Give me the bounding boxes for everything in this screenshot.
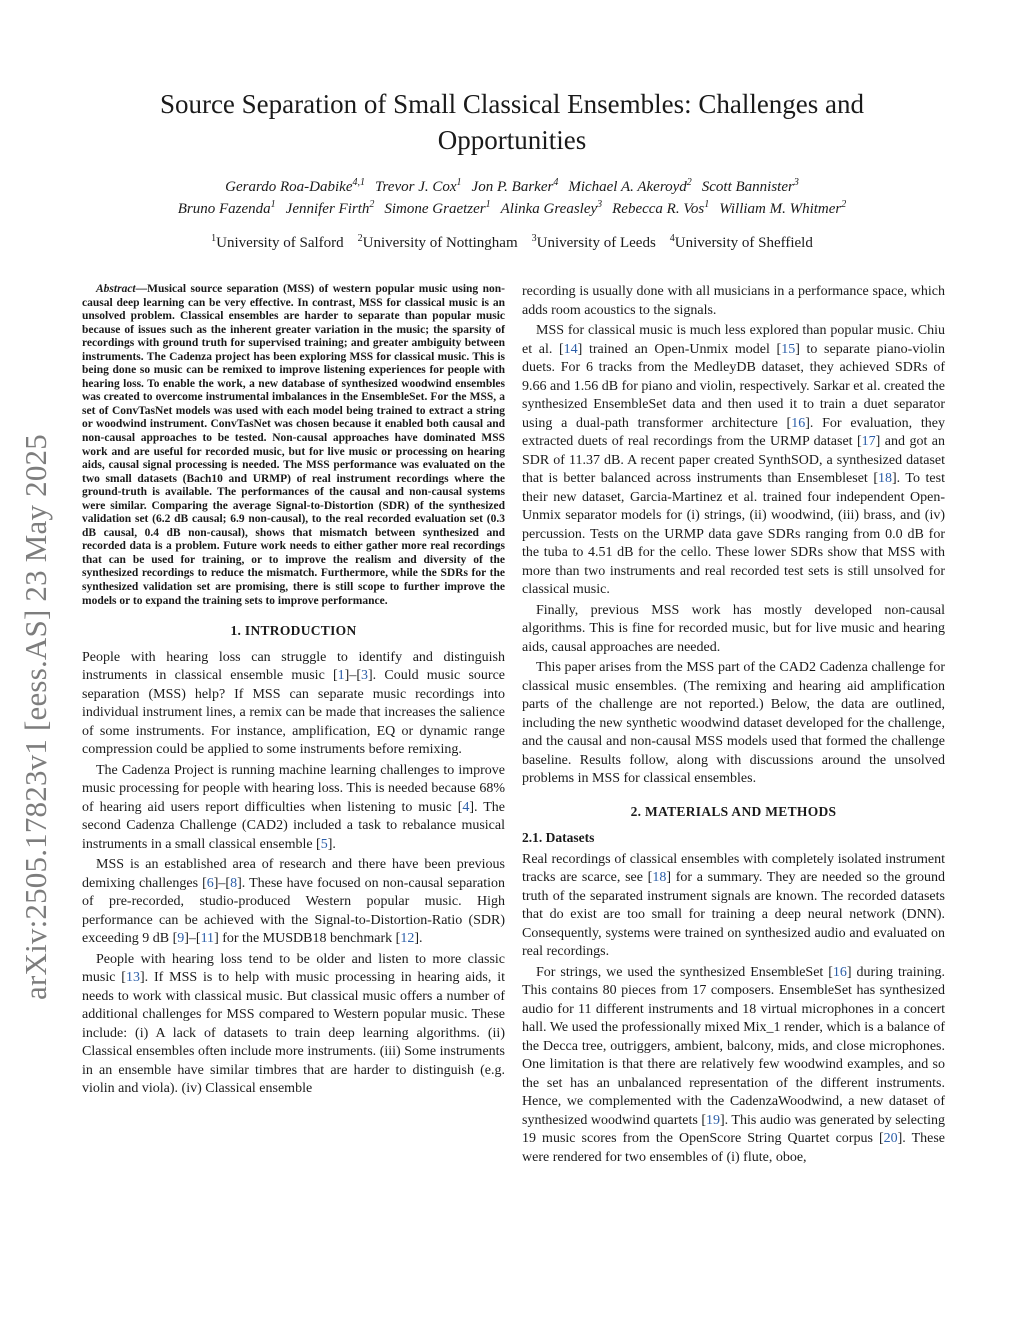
affiliation <box>211 235 343 251</box>
author-name <box>225 179 365 195</box>
datasets-paragraph-1: Real recordings of classical ensembles with completely isolated instrument tracks are scarce, see [18] for a summary. They are needed so the ground truth of the separated instrument signals are known. The recorded datasets that do exist are too small for training a deep neural network (DNN). Consequently, systems were trained on synthesized audio and evaluated on real recordings. <box>522 851 945 959</box>
citation-link[interactable]: 8 <box>230 875 238 891</box>
author-name <box>286 201 375 217</box>
citation-link[interactable]: 19 <box>706 1112 720 1128</box>
author-name-text: Gerardo Roa-Dabike <box>225 179 353 195</box>
affiliation-marker: 2 <box>357 233 363 244</box>
author-name-text: Rebecca R. Vos <box>612 201 705 217</box>
author-name <box>384 201 490 217</box>
citation-link[interactable]: 11 <box>200 931 215 947</box>
author-affiliation-marker: 1 <box>485 199 491 210</box>
author-affiliation-marker: 2 <box>686 177 692 188</box>
citation-link[interactable]: 16 <box>791 415 806 431</box>
intro-paragraph-7: Finally, previous MSS work has mostly developed non-causal algorithms. This is fine for recorded music, but for live music and hearing aids, causal approaches are needed. <box>522 602 945 655</box>
arxiv-identifier: arXiv:2505.17823v1 [eess.AS] 23 May 2025 <box>18 434 53 1000</box>
citation-link[interactable]: 3 <box>361 668 368 684</box>
subsection-heading-datasets: 2.1. Datasets <box>522 830 595 845</box>
affiliation <box>358 235 518 251</box>
abstract <box>82 283 505 608</box>
datasets-paragraph-2: For strings, we used the synthesized EnsembleSet [16] during training. This contains 80 pieces from 17 composers. EnsembleSet has synthesized audio for 11 different instruments and 18 virtual microphones in a concert hall. We used the professionally mixed Mix_1 render, which is a balance of the Decca tree, outriggers, ambient, balcony, mids, and close microphones. One limitation is that there are relatively few woodwind examples, and so the set has an unbalanced representation of the different instruments. Hence, we complemented with the CadenzaWoodwind, a new dataset of synthesized woodwind quartets [19]. This audio was generated by selecting 19 music scores from the OpenScore String Quartet corpus [20]. These were rendered for two ensembles of (i) flute, oboe, <box>522 964 946 1165</box>
abstract-lead: Abstract <box>96 283 136 295</box>
author-name-text: Jennifer Firth <box>285 201 370 217</box>
author-affiliation-marker: 4,1 <box>352 177 365 188</box>
author-name <box>178 201 276 217</box>
citation-link[interactable]: 13 <box>125 970 140 986</box>
section-heading-materials-methods: 2. MATERIALS AND METHODS <box>630 803 837 819</box>
citation-link[interactable]: 16 <box>832 964 847 980</box>
citation-link[interactable]: 1 <box>337 668 345 684</box>
author-list <box>60 176 964 220</box>
affiliation-name: University of Sheffield <box>674 235 813 251</box>
author-affiliation-marker: 4 <box>553 177 559 188</box>
intro-paragraph-2: The Cadenza Project is running machine learning challenges to improve music processing for people with hearing loss. This is needed because 68% of hearing aid users report difficulties when listening to music [4]. The second Cadenza Challenge (CAD2) included a task to rebalance musical instruments in a small classical ensemble [5]. <box>82 762 505 852</box>
author-affiliation-marker: 1 <box>456 177 462 188</box>
citation-link[interactable]: 4 <box>462 799 470 815</box>
author-affiliation-marker: 2 <box>841 199 847 210</box>
intro-paragraph-8: This paper arises from the MSS part of the CAD2 Cadenza challenge for classical music ensembles. (The remixing and hearing aid amplification parts of the challenge are not reported.) Below, the data are outlined, including the new synthetic woodwind dataset developed for the challenge, and the causal and non-causal MSS models used that formed the challenge baseline. Results follow, along with discussions around the unsolved problems in MSS for classical ensembles. <box>522 660 945 786</box>
affiliation-marker: 3 <box>531 233 537 244</box>
affiliation-name: University of Nottingham <box>362 235 518 251</box>
author-name-text: William M. Whitmer <box>719 201 842 217</box>
author-name <box>501 201 603 217</box>
affiliation-marker: 4 <box>669 233 675 244</box>
author-name <box>702 179 799 195</box>
left-column <box>82 283 505 1101</box>
citation-link[interactable]: 6 <box>206 875 214 891</box>
affiliation-name: University of Leeds <box>536 235 656 251</box>
citation-link[interactable]: 20 <box>883 1131 898 1146</box>
author-name-text: Alinka Greasley <box>500 201 598 217</box>
citation-link[interactable]: 17 <box>861 434 876 449</box>
affiliation <box>670 235 813 251</box>
author-name-text: Simone Graetzer <box>384 201 486 217</box>
author-name-text: Trevor J. Cox <box>375 179 457 195</box>
author-affiliation-marker: 1 <box>270 199 276 210</box>
citation-link[interactable]: 18 <box>878 471 892 486</box>
citation-link[interactable]: 15 <box>781 341 796 357</box>
citation-link[interactable]: 9 <box>177 931 185 947</box>
author-name <box>568 179 691 195</box>
abstract-text: —Musical source separation (MSS) of western popular music using non-causal deep learning can be very effective. In contrast, MSS for classical music is an unsolved problem. Classical ensembles are harder to separate than popular music because of issues such as the inherent greater variation in the music; the sparsity of recordings with ground truth for supervised training; and greater ambiguity between instruments. The Cadenza project has been exploring MSS for classical music. This is being done so music can be remixed to improve listening experiences for people with hearing loss. To enable the work, a new database of synthesized woodwind ensembles was created to overcome instrumental imbalances in the EnsembleSet. For the MSS, a set of ConvTasNet models was used with each model being trained to extract a string or woodwind instrument. ConvTasNet was chosen because it enabled both causal and non-causal approaches to be tested. Non-causal approaches have dominated MSS work and are useful for recorded music, but for live music or processing on hearing aids, causal signal processing is needed. The MSS performance was evaluated on the two small datasets (Bach10 and URMP) of real instrument recordings where the ground-truth is available. The performances of the causal and non-causal systems were similar. Comparing the average Signal-to-Distortion (SDR) of the synthesized validation set (6.2 dB causal; 6.9 non-causal), to the real recorded evaluation set (0.3 dB causal, 0.4 dB non-causal), shows that mismatch between synthesized and recorded data is a problem. Future work needs to either gather more real recordings that can be used for training, or to improve the realism and diversity of the synthesized recordings to reduce the mismatch. Furthermore, while the SDRs for the synthesized validation set are promising, there is still scope to further improve the models or to expand the training sets to improve performance. <box>82 283 505 607</box>
author-name-text: Bruno Fazenda <box>177 201 271 217</box>
intro-paragraph-4: People with hearing loss tend to be older and listen to more classic music [13]. If MSS is to help with music processing in hearing aids, it needs to work with classical music. But classical music offers a number of additional challenges for MSS compared to Western popular music. These include: (i) A lack of datasets to train deep learning algorithms. (ii) Classical ensembles often include more instruments. (iii) Some instruments in an ensemble have similar timbres that are harder to distinguish (e.g. violin and viola). (iv) Classical ensemble <box>82 951 505 1097</box>
author-name <box>719 201 846 217</box>
author-name-text: Jon P. Barker <box>471 179 554 195</box>
citation-link[interactable]: 18 <box>652 870 667 885</box>
author-name-text: Scott Bannister <box>701 179 794 195</box>
author-name-text: Michael A. Akeroyd <box>568 179 687 195</box>
citation-link[interactable]: 14 <box>563 341 578 357</box>
author-affiliation-marker: 3 <box>793 177 799 188</box>
affiliation-list <box>60 233 964 253</box>
paper-title: Source Separation of Small Classical Ensembles: Challenges and Opportunities <box>159 89 865 155</box>
affiliation-name: University of Salford <box>216 235 344 251</box>
author-name <box>612 201 709 217</box>
right-column <box>522 283 945 1169</box>
author-affiliation-marker: 2 <box>369 199 375 210</box>
affiliation <box>532 235 656 251</box>
citation-link[interactable]: 12 <box>400 931 415 947</box>
intro-paragraph-5: recording is usually done with all musicians in a performance space, which adds room acoustics to the signals. <box>522 284 945 318</box>
citation-link[interactable]: 5 <box>320 836 328 852</box>
intro-paragraph-1: People with hearing loss can struggle to identify and distinguish instruments in classical ensemble music [1]–[3]. Could music source separation (MSS) help? If MSS can separate music recordings into individual instrument lines, a remix can be made that increases the salience of some instruments. For instance, amplification, EQ or dynamic range compression could be applied to some instruments before remixing. <box>82 649 505 758</box>
section-heading-introduction: 1. INTRODUCTION <box>230 623 357 639</box>
affiliation-marker: 1 <box>211 233 217 244</box>
intro-paragraph-3: MSS is an established area of research and there have been previous demixing challenges [6]–[8]. These have focused on non-causal separation of pre-recorded, studio-produced Western popular music. High performance can be achieved with the Signal-to-Distortion-Ratio (SDR) exceeding 9 dB [9]–[11] for the MUSDB18 benchmark [12]. <box>82 857 505 947</box>
author-name <box>472 179 559 195</box>
author-affiliation-marker: 3 <box>597 199 603 210</box>
intro-paragraph-6: MSS for classical music is much less explored than popular music. Chiu et al. [14] trained an Open-Unmix model [15] to separate piano-violin duets. For 6 tracks from the MedleyDB dataset, they achieved SDRs of 9.66 and 1.56 dB for piano and violin, respectively. Sarkar et al. created the synthesized EnsembleSet data and then used it to train a duet separator using a dual-path transformer architecture [16]. For evaluation, they extracted duets of real recordings from the URMP dataset [17] and got an SDR of 11.37 dB. A recent paper created SynthSOD, a synthesized dataset that is better balanced across instruments than Ensembleset [18]. To test their new dataset, Garcia-Martinez et al. trained four independent Open-Unmix separator models for (i) strings, (ii) woodwind, (iii) brass, and (iv) percussion. Tests on the URMP data gave SDRs ranging from 0.0 dB for the tuba to 4.51 dB for the cello. These lower SDRs show that MSS with more than two instruments and real recorded test sets is still unsolved for classical music. <box>522 323 946 597</box>
author-name <box>375 179 462 195</box>
author-affiliation-marker: 1 <box>704 199 710 210</box>
